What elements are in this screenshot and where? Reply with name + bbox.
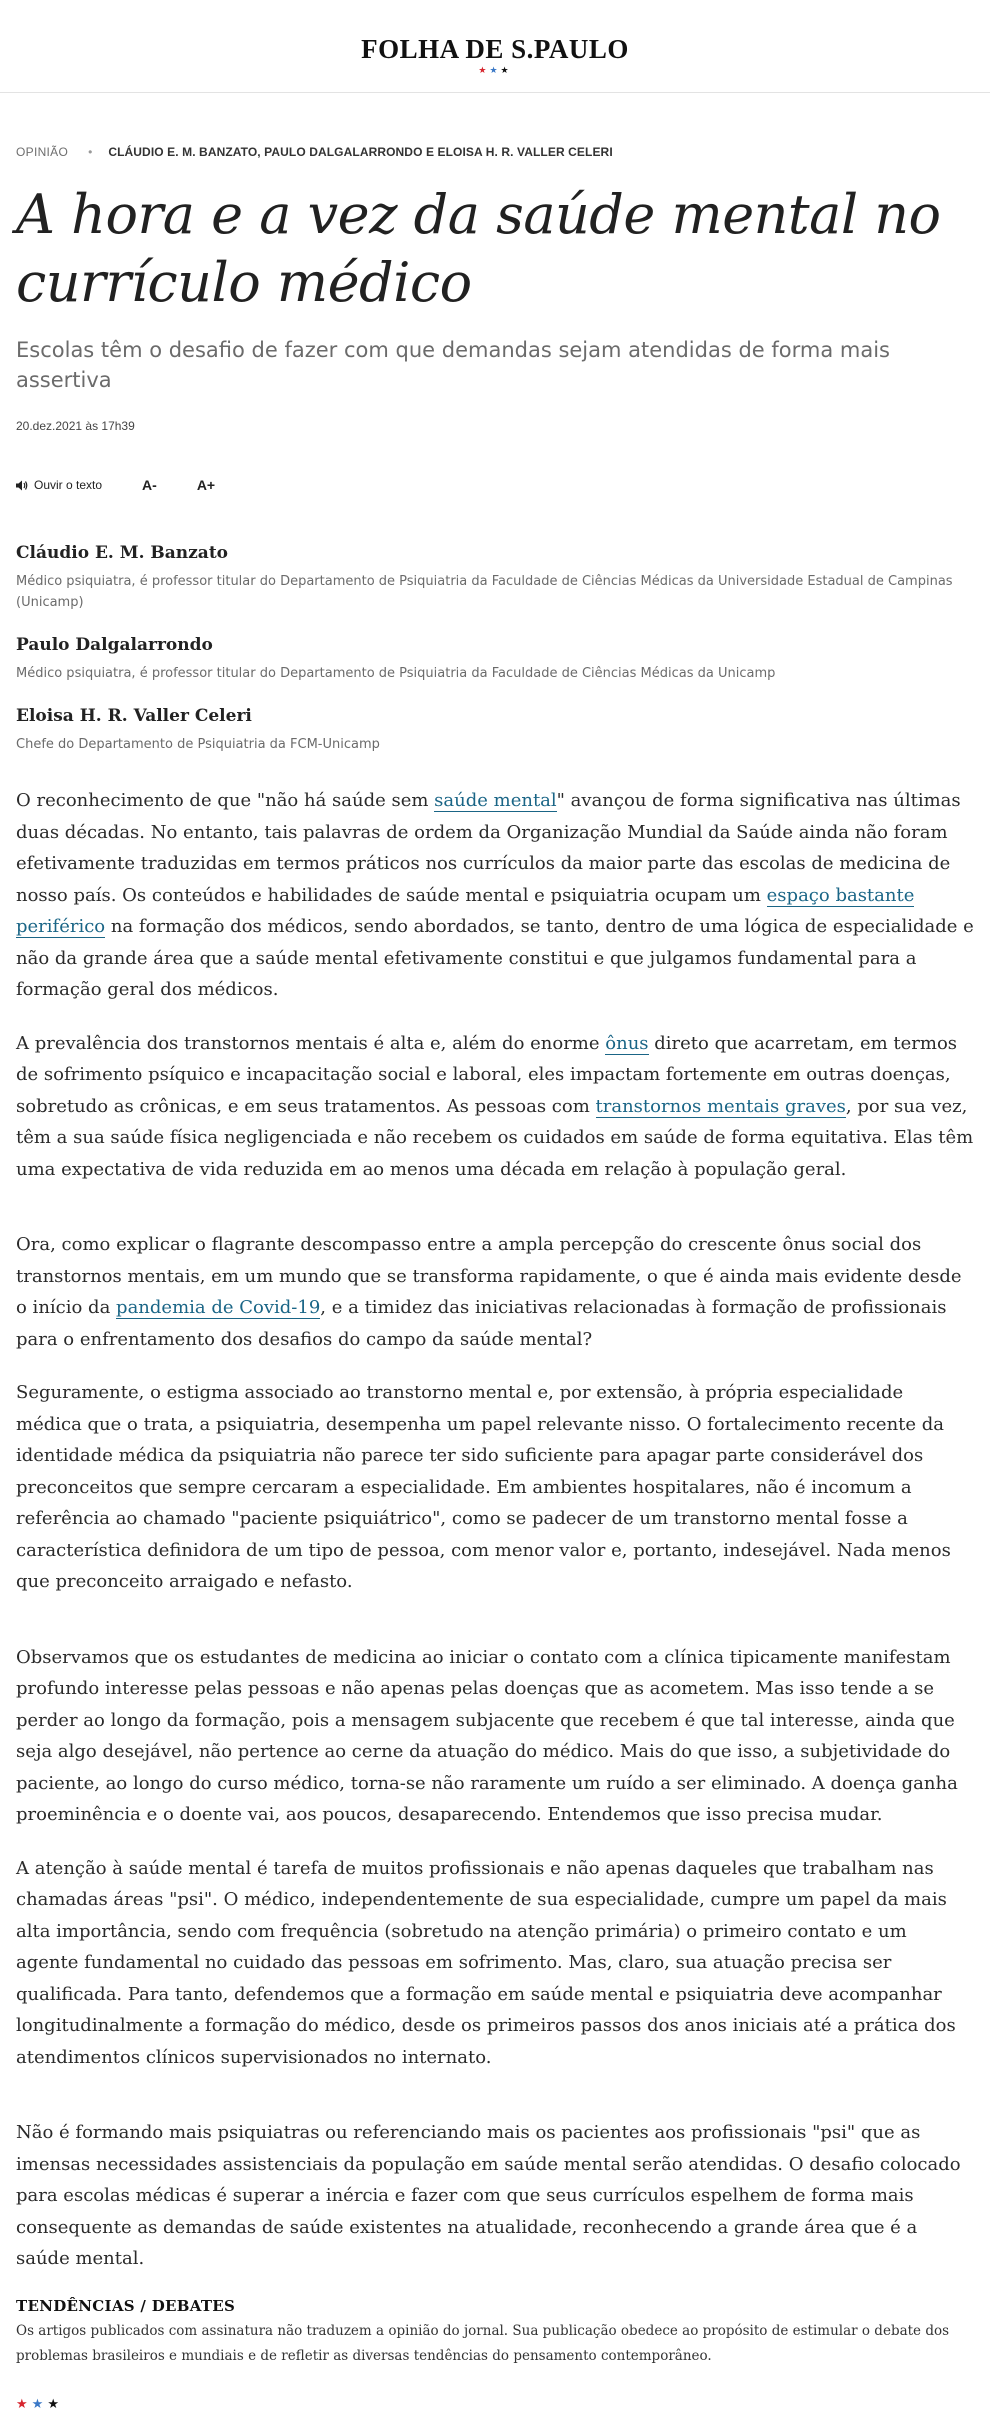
authors-line: CLÁUDIO E. M. BANZATO, PAULO DALGALARRONDO E ELOISA H. R. VALLER CELERI bbox=[108, 145, 613, 159]
site-header bbox=[0, 0, 990, 93]
star-blue-icon: ★ bbox=[31, 2396, 48, 2412]
bottom-stars bbox=[16, 2397, 974, 2412]
author-name: Paulo Dalgalarrondo bbox=[16, 635, 213, 655]
footer-disclaimer: Os artigos publicados com assinatura não traduzem a opinião do jornal. Sua publicação obedece ao propósito de estimular o debate dos problemas brasileiros e mundiais e de refletir as diversas tendências do pensamento contemporâneo. bbox=[16, 2322, 950, 2364]
link-saude-mental[interactable]: saúde mental bbox=[434, 790, 557, 811]
text-run: Ora, como explicar o flagrante descompasso entre a ampla percepção do crescente ônus social dos transtornos mentais, em um mundo que se transforma rapidamente, o que é ainda mais evidente desde o início da bbox=[16, 1234, 962, 1318]
star-black-icon: ★ bbox=[47, 2396, 63, 2412]
author-list bbox=[16, 543, 974, 755]
article-footer bbox=[16, 2297, 974, 2412]
paragraph-2 bbox=[16, 1028, 974, 1186]
text-run: " avançou de forma significativa nas últimas duas décadas. No entanto, tais palavras de ordem da Organização Mundial da Saúde ainda não foram efetivamente traduzidas em termos práticos nos currículos da maior parte das escolas de medicina de nosso país. Os conteúdos e habilidades de saúde mental e psiquiatria ocupam um bbox=[16, 790, 961, 906]
link-transtornos-graves[interactable]: transtornos mentais graves bbox=[595, 1095, 846, 1117]
article bbox=[0, 145, 990, 2412]
link-onus[interactable]: ônus bbox=[605, 1032, 649, 1054]
kicker bbox=[16, 145, 974, 159]
listen-label: Ouvir o texto bbox=[34, 478, 103, 492]
footer-title: TENDÊNCIAS / DEBATES bbox=[16, 2296, 236, 2315]
article-tools bbox=[16, 477, 974, 493]
link-espaco-periferico[interactable]: espaço bastante periférico bbox=[16, 884, 915, 937]
author-bio: Médico psiquiatra, é professor titular do Departamento de Psiquiatria da Faculdade de Ciências Médicas da Universidade Estadual de Campinas (Unicamp) bbox=[16, 574, 953, 610]
paragraph-4: Seguramente, o estigma associado ao transtorno mental e, por extensão, à própria especialidade médica que o trata, a psiquiatria, desempenha um papel relevante nisso. O fortalecimento recente da identidade médica da psiquiatria não parece ter sido suficiente para apagar parte considerável dos preconceitos que sempre cercaram a especialidade. Em ambientes hospitalares, não é incomum a referência ao chamado "paciente psiquiátrico", como se padecer de um transtorno mental fosse a característica definidora de um tipo de pessoa, com menor valor e, portanto, indesejável. Nada menos que preconceito arraigado e nefasto. bbox=[16, 1382, 951, 1592]
author-bio: Chefe do Departamento de Psiquiatria da FCM-Unicamp bbox=[16, 737, 380, 752]
author-name: Cláudio E. M. Banzato bbox=[16, 543, 229, 563]
logo-link[interactable] bbox=[0, 34, 990, 76]
paragraph-7: Não é formando mais psiquiatras ou referenciando mais os pacientes aos profissionais "psi" que as imensas necessidades assistenciais da população em saúde mental serão atendidas. O desafio colocado para escolas médicas é superar a inércia e fazer com que seus currículos espelhem de forma mais consequente as demandas de saúde existentes na atualidade, reconhecendo a grande área que é a saúde mental. bbox=[16, 2122, 961, 2269]
star-red-icon: ★ bbox=[16, 2396, 32, 2412]
star-black-icon: ★ bbox=[500, 66, 512, 76]
text-run: na formação dos médicos, sendo abordados, se tanto, dentro de uma lógica de especialidade e não da grande área que a saúde mental efetivamente constitui e que julgamos fundamental para a formação geral dos médicos. bbox=[16, 916, 974, 1000]
folha-logo: FOLHA DE S.PAULO bbox=[361, 34, 629, 64]
text-run: , por sua vez, têm a sua saúde física negligenciada e não recebem os cuidados em saúde de forma equitativa. Elas têm uma expectativa de vida reduzida em ao menos uma década em relação à população geral. bbox=[16, 1095, 974, 1180]
speaker-icon bbox=[16, 480, 28, 491]
text-run: direto que acarretam, em termos de sofrimento psíquico e incapacitação social e laboral, eles impactam fortemente em outras doenças, sobretudo as crônicas, e em seus tratamentos. As pessoas com bbox=[16, 1032, 958, 1117]
author-item bbox=[16, 706, 974, 755]
text-run: A prevalência dos transtornos mentais é alta e, além do enorme bbox=[16, 1032, 606, 1054]
author-bio: Médico psiquiatra, é professor titular do Departamento de Psiquiatria da Faculdade de Ciências Médicas da Unicamp bbox=[16, 666, 776, 681]
text-run: O reconhecimento de que "não há saúde sem bbox=[16, 790, 435, 811]
article-subtitle: Escolas têm o desafio de fazer com que demandas sejam atendidas de forma mais assertiva bbox=[16, 338, 890, 392]
separator-dot-icon: • bbox=[88, 145, 93, 159]
author-item bbox=[16, 635, 974, 684]
text-run: , e a timidez das iniciativas relacionadas à formação de profissionais para o enfrentamento dos desafios do campo da saúde mental? bbox=[16, 1297, 947, 1350]
star-red-icon: ★ bbox=[478, 66, 490, 76]
section-link[interactable]: OPINIÃO bbox=[16, 145, 69, 159]
listen-button[interactable] bbox=[16, 478, 102, 492]
paragraph-6: A atenção à saúde mental é tarefa de muitos profissionais e não apenas daqueles que trabalham nas chamadas áreas "psi". O médico, independentemente de sua especialidade, cumpre um papel da mais alta importância, sendo com frequência (sobretudo na atenção primária) o primeiro contato e um agente fundamental no cuidado das pessoas em sofrimento. Mas, claro, sua atuação precisa ser qualificada. Para tanto, defendemos que a formação em saúde mental e psiquiatria deve acompanhar longitudinalmente a formação do médico, desde os primeiros passos dos anos iniciais até a prática dos atendimentos clínicos supervisionados no internato. bbox=[16, 1857, 956, 2068]
paragraph-3 bbox=[16, 1229, 974, 1355]
page-title: A hora e a vez da saúde mental no currículo médico bbox=[16, 183, 941, 314]
logo-stars bbox=[0, 66, 990, 76]
author-item bbox=[16, 543, 974, 613]
font-increase-button[interactable]: A+ bbox=[196, 477, 216, 493]
publish-date: 20.dez.2021 às 17h39 bbox=[16, 419, 135, 433]
star-blue-icon: ★ bbox=[489, 66, 501, 76]
paragraph-1 bbox=[16, 785, 974, 1006]
article-body bbox=[16, 785, 974, 2275]
font-decrease-button[interactable]: A- bbox=[142, 477, 157, 493]
paragraph-5: Observamos que os estudantes de medicina ao iniciar o contato com a clínica tipicamente manifestam profundo interesse pelas pessoas e não apenas pelas doenças que as acometem. Mas isso tende a se perder ao longo da formação, pois a mensagem subjacente que recebem é que tal interesse, ainda que seja algo desejável, não pertence ao cerne da atuação do médico. Mais do que isso, a subjetividade do paciente, ao longo do curso médico, torna-se não raramente um ruído a ser eliminado. A doença ganha proeminência e o doente vai, aos poucos, desaparecendo. Entendemos que isso precisa mudar. bbox=[16, 1646, 958, 1825]
link-pandemia-covid[interactable]: pandemia de Covid-19 bbox=[116, 1297, 321, 1318]
author-name: Eloisa H. R. Valler Celeri bbox=[16, 706, 252, 726]
